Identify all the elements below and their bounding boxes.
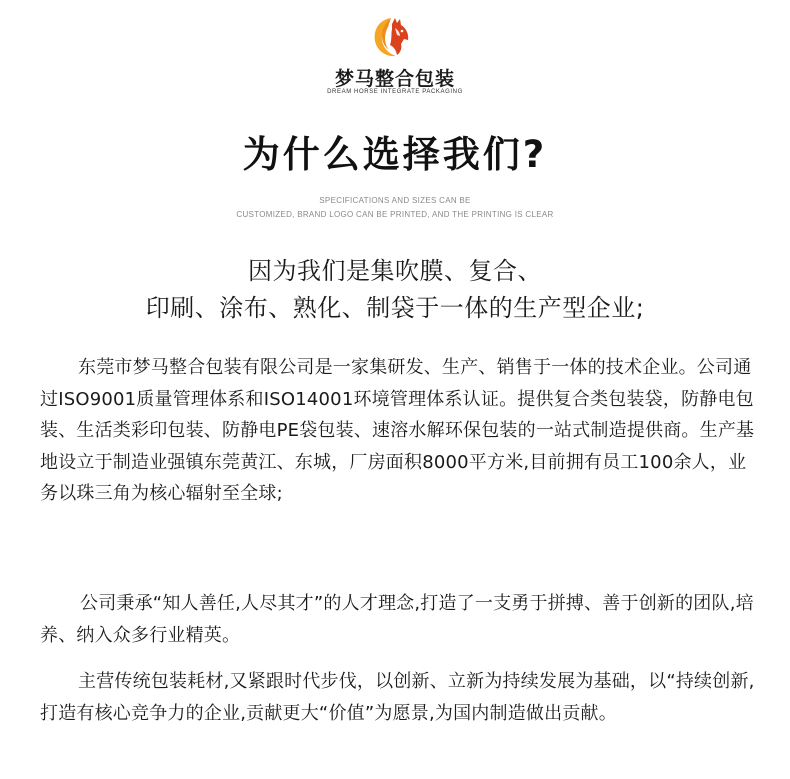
business-vision-paragraph: 主营传统包装耗材,又紧跟时代步伐，以创新、立新为持续发展为基础，以“持续创新,打造有核心竞争力的企业,贡献更大“价值”为愿景,为国内制造做出贡献。	[40, 671, 755, 724]
spec-line-1: SPECIFICATIONS AND SIZES CAN BE	[319, 196, 471, 205]
company-intro-paragraph: 东莞市梦马整合包装有限公司是一家集研发、生产、销售于一体的技术企业。公司通过ISO9001质量管理体系和ISO14001环境管理体系认证。提供复合类包装袋，防静电包装、生活类彩印包装、防静电PE袋包装、速溶水解环保包装的一站式制造提供商。生产基地设立于制造业强镇东莞黄江、东城，厂房面积8000平方米,目前拥有员工100余人，业务以珠三角为核心辐射至全球;	[40, 357, 755, 504]
spec-line-2: CUSTOMIZED, BRAND LOGO CAN BE PRINTED, AND THE PRINTING IS CLEAR	[236, 210, 554, 219]
talent-philosophy-paragraph: 公司秉承“知人善任,人尽其才”的人才理念,打造了一支勇于拼搏、善于创新的团队,培养、纳入众多行业精英。	[40, 593, 754, 646]
tagline-line-1: 因为我们是集吹膜、复合、	[248, 257, 542, 285]
tagline-line-2: 印刷、涂布、熟化、制袋于一体的生产型企业;	[145, 294, 645, 322]
brand-name: 梦马整合包装	[334, 68, 455, 90]
brand-subtitle: DREAM HORSE INTEGRATE PACKAGING	[327, 89, 463, 95]
page-title: 为什么选择我们?	[242, 133, 548, 176]
horse-head-logo-icon	[370, 14, 416, 60]
